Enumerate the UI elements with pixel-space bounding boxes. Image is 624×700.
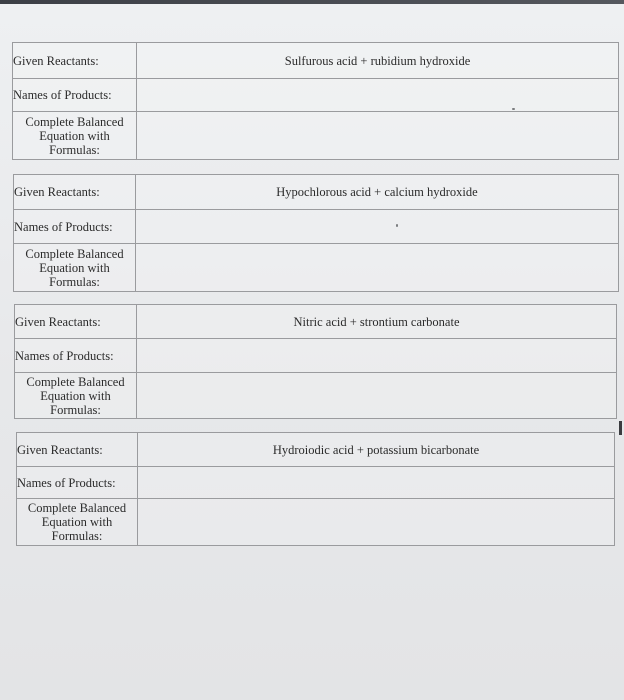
given-reactants-label: Given Reactants: [14, 175, 136, 210]
paper-speck [512, 108, 515, 110]
balanced-equation-label-line-2: Equation with [39, 260, 110, 275]
balanced-equation-label-line-1: Complete Balanced [26, 374, 125, 389]
names-of-products-label: Names of Products: [17, 467, 138, 499]
balanced-equation-value [137, 112, 619, 160]
balanced-equation-value [137, 373, 617, 419]
reaction-table-3 [14, 304, 617, 419]
balanced-equation-value [138, 499, 615, 546]
reaction-table-4 [16, 432, 615, 546]
balanced-equation-row [15, 373, 617, 419]
given-reactants-value: Sulfurous acid + rubidium hydroxide [137, 43, 619, 79]
balanced-equation-label-line-1: Complete Balanced [27, 501, 127, 515]
balanced-equation-label [13, 112, 137, 160]
balanced-equation-row [17, 499, 615, 546]
given-reactants-value: Nitric acid + strontium carbonate [137, 305, 617, 339]
given-reactants-label: Given Reactants: [13, 43, 137, 79]
reaction-table-2 [13, 174, 619, 292]
given-reactants-label: Given Reactants: [17, 433, 138, 467]
names-of-products-label: Names of Products: [15, 339, 137, 373]
balanced-equation-label [14, 244, 136, 292]
given-reactants-row [15, 305, 617, 339]
given-reactants-row [17, 433, 615, 467]
paper-speck [396, 224, 398, 227]
balanced-equation-row [13, 112, 619, 160]
names-of-products-value [137, 79, 619, 112]
balanced-equation-label-line-2: Equation with [40, 388, 111, 403]
balanced-equation-label-line-3: Formulas: [49, 274, 100, 289]
names-of-products-value [136, 210, 619, 244]
names-of-products-label: Names of Products: [14, 210, 136, 244]
balanced-equation-label [17, 499, 138, 546]
balanced-equation-label [15, 373, 137, 419]
given-reactants-label: Given Reactants: [15, 305, 137, 339]
given-reactants-row [14, 175, 619, 210]
balanced-equation-label-line-1: Complete Balanced [25, 246, 124, 261]
given-reactants-row [13, 43, 619, 79]
names-of-products-label: Names of Products: [13, 79, 137, 112]
names-of-products-value [137, 339, 617, 373]
given-reactants-value: Hydroiodic acid + potassium bicarbonate [138, 433, 615, 467]
balanced-equation-label-line-3: Formulas: [51, 529, 103, 543]
balanced-equation-label-line-2: Equation with [41, 515, 113, 529]
reaction-table-1 [12, 42, 619, 160]
names-of-products-row [15, 339, 617, 373]
balanced-equation-label-line-2: Equation with [39, 128, 110, 143]
balanced-equation-label-line-1: Complete Balanced [25, 114, 124, 129]
balanced-equation-value [136, 244, 619, 292]
balanced-equation-label-line-3: Formulas: [49, 142, 100, 157]
names-of-products-value [138, 467, 615, 499]
given-reactants-value: Hypochlorous acid + calcium hydroxide [136, 175, 619, 210]
edge-mark [619, 421, 622, 435]
balanced-equation-label-line-3: Formulas: [50, 402, 101, 417]
names-of-products-row [17, 467, 615, 499]
balanced-equation-row [14, 244, 619, 292]
names-of-products-row [13, 79, 619, 112]
names-of-products-row [14, 210, 619, 244]
top-edge-strip [0, 0, 624, 4]
